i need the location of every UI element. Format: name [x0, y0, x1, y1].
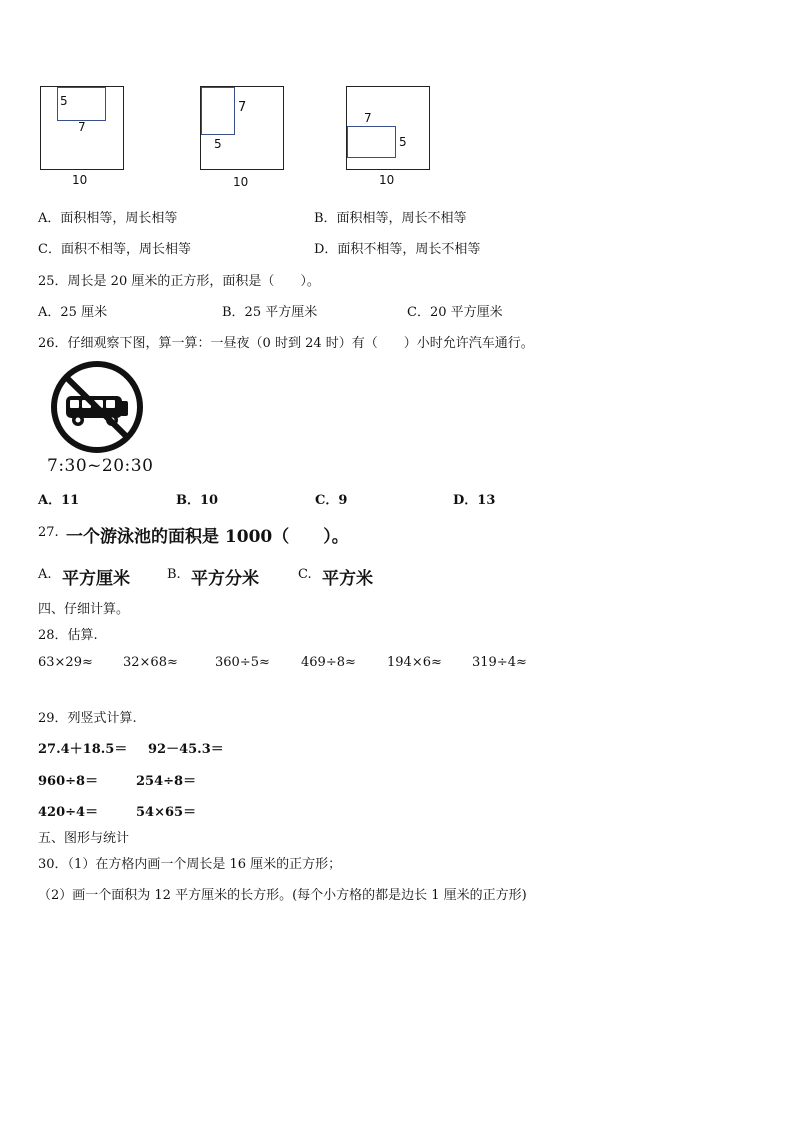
section-4-heading: 四、仔细计算。 — [38, 602, 130, 617]
q26-option-a: A．11 — [38, 493, 80, 508]
q29-item: 92－45.3＝ — [148, 742, 224, 757]
outer-side-label: 10 — [233, 175, 249, 189]
outer-side-label: 10 — [72, 173, 88, 187]
figure-3 — [346, 86, 436, 188]
q27-option-c-letter: C. — [298, 567, 312, 582]
q24-option-c: C．面积不相等，周长相等 — [38, 242, 191, 257]
q25-option-c: C．20 平方厘米 — [407, 305, 503, 320]
allowed-time-range: 7:30~20:30 — [47, 456, 154, 476]
q24-option-a: A．面积相等，周长相等 — [38, 211, 178, 226]
q28-item: 63×29≈ — [38, 655, 93, 670]
q30-part-2: （2）画一个面积为 12 平方厘米的长方形。(每个小方格的都是边长 1 厘米的正方形) — [38, 888, 527, 903]
q27-option-c: 平方米 — [322, 569, 373, 589]
inner-height-label: 5 — [399, 135, 407, 149]
q25-option-b: B．25 平方厘米 — [222, 305, 318, 320]
q27-option-a-letter: A. — [38, 567, 52, 582]
q29-title: 29．列竖式计算. — [38, 711, 137, 726]
inner-height-label: 5 — [214, 137, 222, 151]
q25-option-a: A．25 厘米 — [38, 305, 108, 320]
inner-rectangle — [347, 126, 396, 158]
figure-2 — [200, 86, 290, 190]
q24-option-d: D．面积不相等，周长不相等 — [314, 242, 481, 257]
q26-question: 26．仔细观察下图，算一算：一昼夜（0 时到 24 时）有（ ）小时允许汽车通行。 — [38, 336, 534, 351]
q26-option-c: C．9 — [315, 493, 348, 508]
inner-width-label: 7 — [78, 120, 86, 134]
q28-item: 319÷4≈ — [472, 655, 527, 670]
q28-item: 360÷5≈ — [215, 655, 270, 670]
q29-item: 54×65＝ — [136, 805, 197, 820]
q27-option-a: 平方厘米 — [62, 569, 130, 589]
outer-side-label: 10 — [379, 173, 395, 187]
inner-width-label: 7 — [364, 111, 372, 125]
q25-question: 25．周长是 20 厘米的正方形，面积是（ ）。 — [38, 274, 320, 289]
q28-item: 32×68≈ — [123, 655, 178, 670]
inner-width-label: 7 — [238, 100, 247, 115]
inner-height-label: 5 — [60, 94, 68, 108]
q28-item: 469÷8≈ — [301, 655, 356, 670]
q28-title: 28．估算. — [38, 628, 98, 643]
q26-option-d: D．13 — [453, 493, 496, 508]
q29-item: 27.4＋18.5＝ — [38, 742, 128, 757]
q29-item: 420÷4＝ — [38, 805, 99, 820]
section-5-heading: 五、图形与统计 — [38, 831, 130, 846]
q29-item: 254÷8＝ — [136, 774, 197, 789]
q27-option-b-letter: B. — [167, 567, 181, 582]
q27-option-b: 平方分米 — [191, 569, 259, 589]
q26-option-b: B．10 — [176, 493, 219, 508]
q30-part-1: 30．（1）在方格内画一个周长是 16 厘米的正方形； — [38, 857, 342, 872]
inner-rectangle — [201, 87, 235, 135]
q27-number: 27. — [38, 525, 59, 540]
q28-item: 194×6≈ — [387, 655, 442, 670]
q24-option-b: B．面积相等，周长不相等 — [314, 211, 467, 226]
no-bus-sign-icon — [48, 358, 146, 460]
q29-item: 960÷8＝ — [38, 774, 99, 789]
q27-question: 一个游泳池的面积是 1000（ ）。 — [66, 527, 349, 547]
figure-1 — [40, 86, 130, 186]
